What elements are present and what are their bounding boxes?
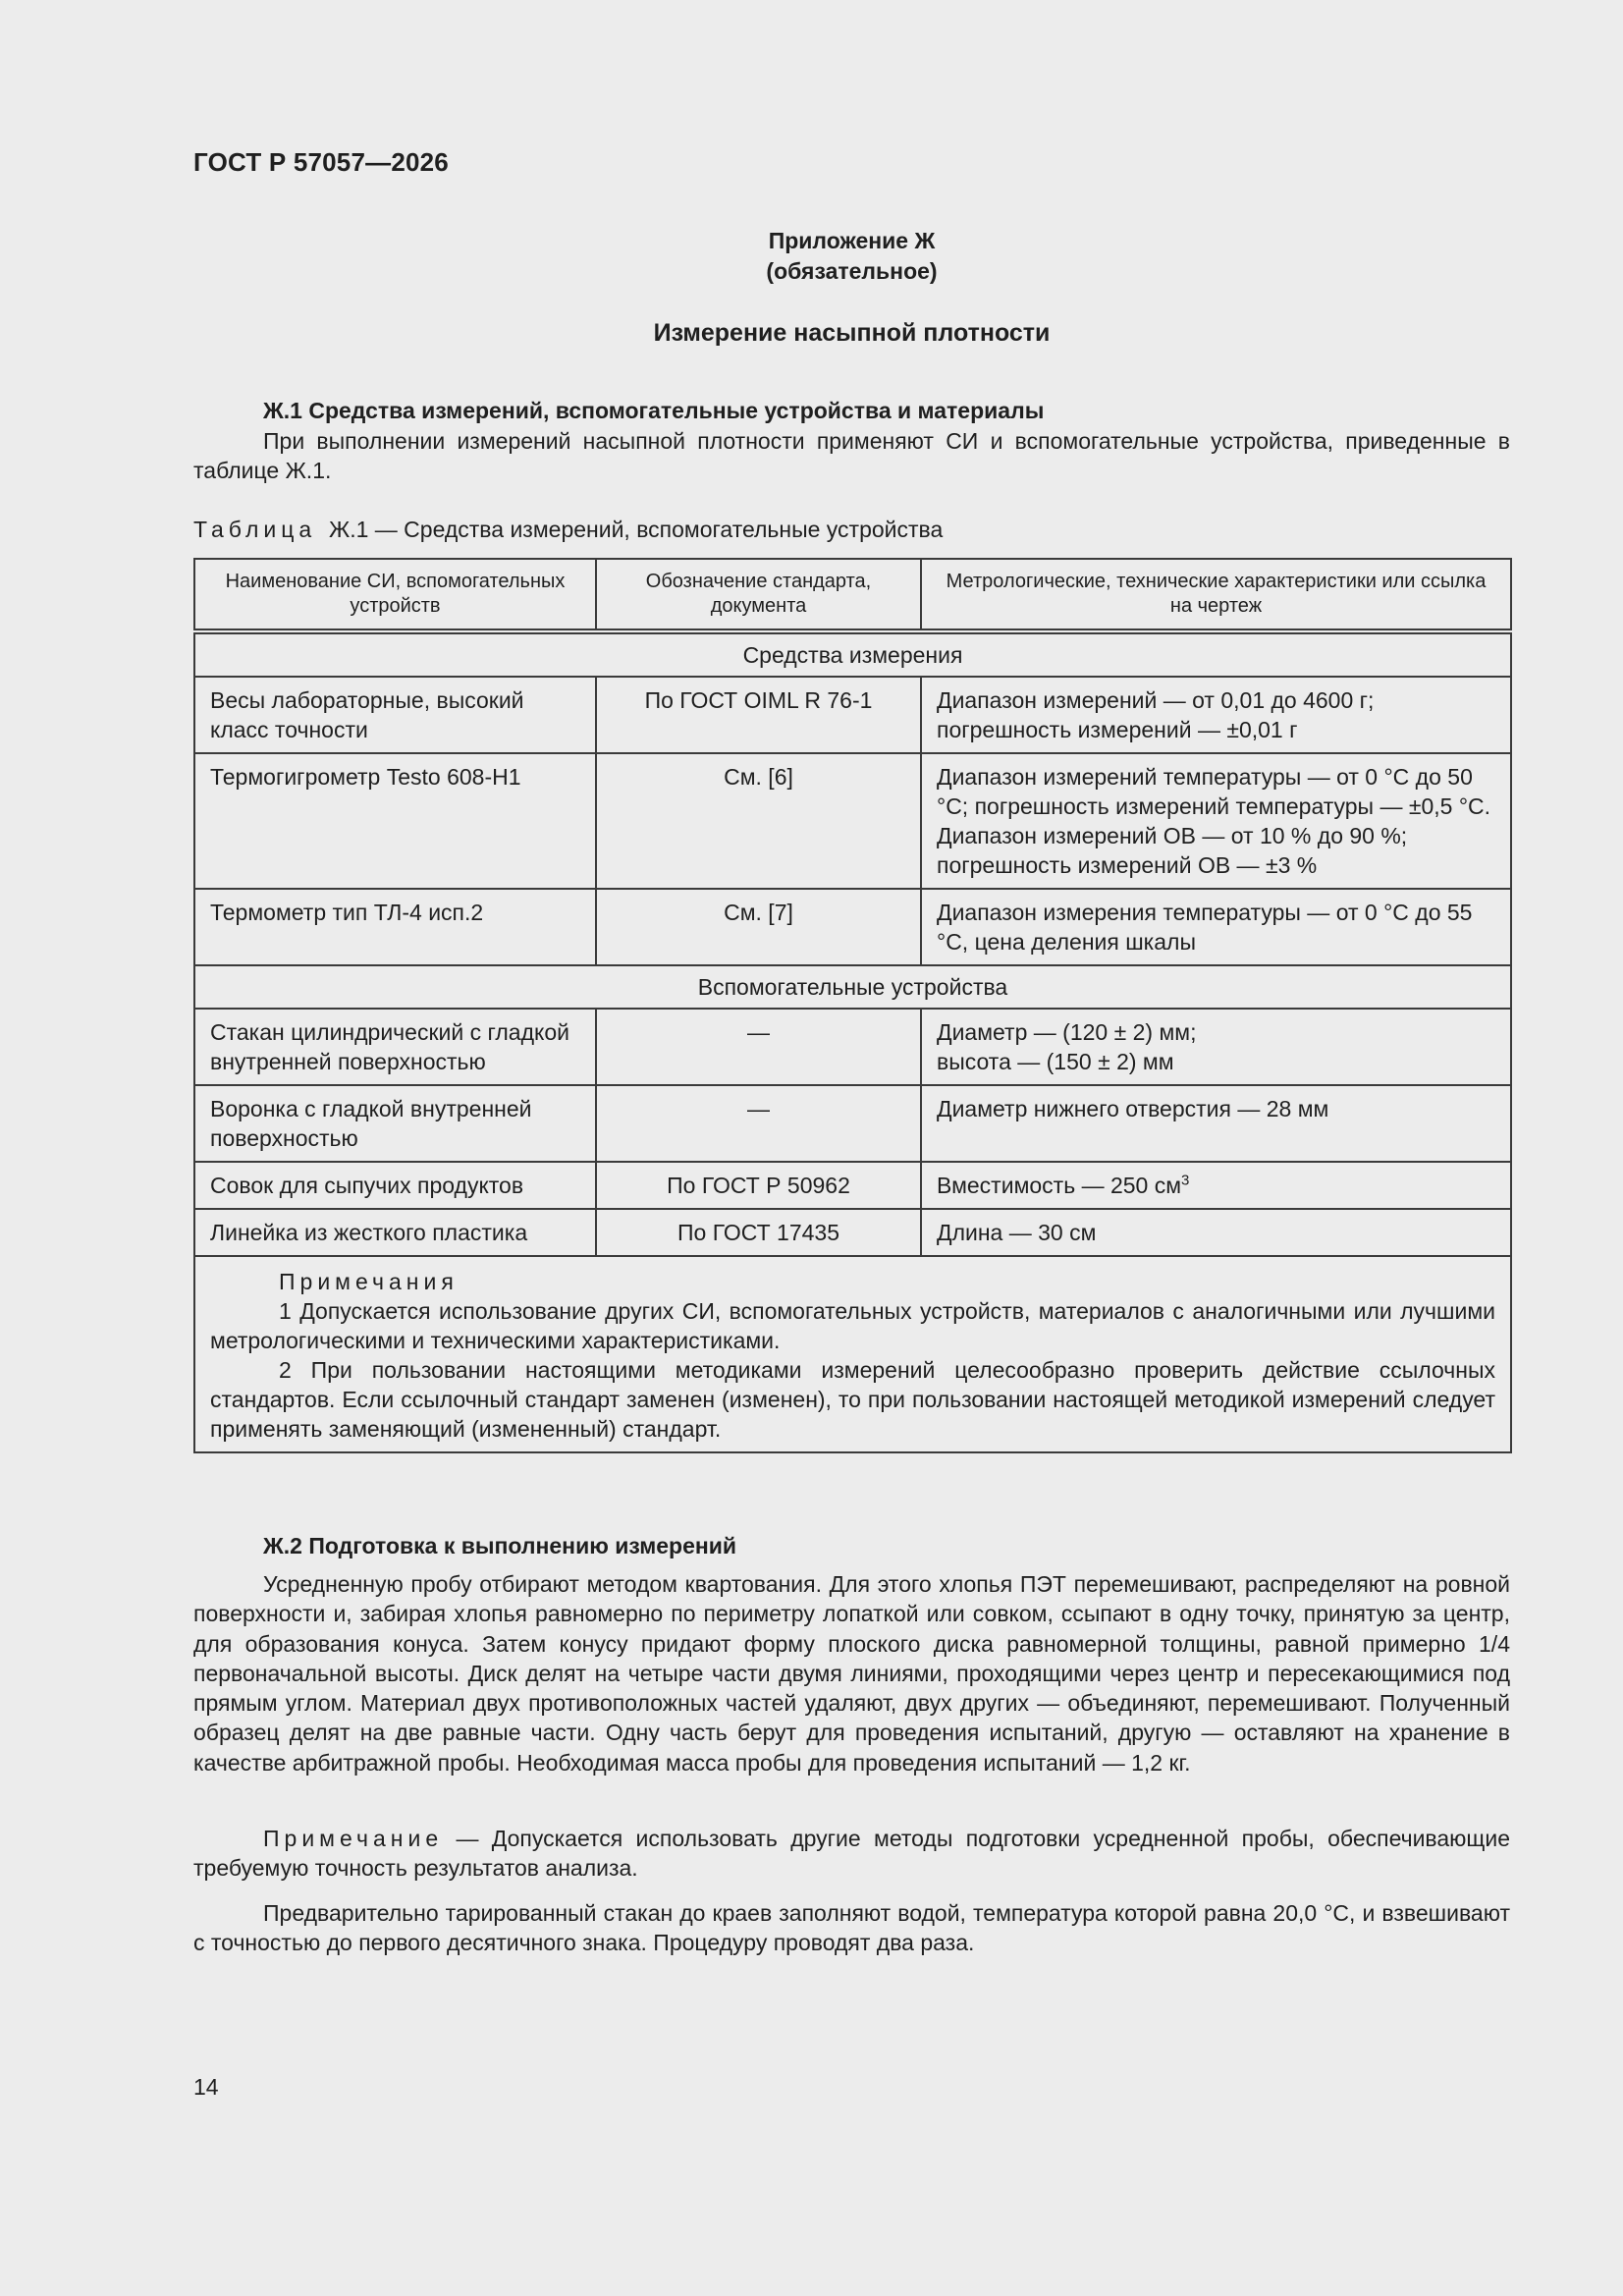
- table-cell-standard: По ГОСТ 17435: [596, 1209, 921, 1256]
- section-1-heading: Ж.1 Средства измерений, вспомогательные устройства и материалы: [263, 398, 1045, 423]
- table-cell-standard: —: [596, 1085, 921, 1162]
- table-notes: [194, 1256, 1511, 1452]
- note-label: Примечание: [263, 1826, 444, 1851]
- table-cell-name: Линейка из жесткого пластика: [194, 1209, 596, 1256]
- section-2-note: [193, 1824, 1510, 1884]
- note-item: 2 При пользовании настоящими методиками измерений целесообразно проверить действие ссылочных стандартов. Если ссылочный стандарт заменен (изменен), то при пользовании настоящей методикой измерений следует применять заменяющий (измененный) стандарт.: [210, 1357, 1495, 1442]
- table-row: [194, 889, 1511, 965]
- spec-text: Вместимость — 250 см: [937, 1173, 1182, 1198]
- notes-title: Примечания: [279, 1269, 459, 1294]
- table-cell-standard: См. [7]: [596, 889, 921, 965]
- table-group-auxiliary: Вспомогательные устройства: [194, 965, 1511, 1009]
- table-group-row: [194, 631, 1511, 677]
- table-cell-name: Совок для сыпучих продуктов: [194, 1162, 596, 1209]
- spec-line: Диапазон измерений ОВ — от 10 % до 90 %; погрешность измерений ОВ — ±3 %: [937, 823, 1408, 878]
- table-caption: [193, 517, 943, 543]
- table-cell-standard: По ГОСТ OIML R 76-1: [596, 677, 921, 753]
- table-row: [194, 753, 1511, 889]
- main-title: Измерение насыпной плотности: [653, 319, 1051, 347]
- table-header-standard: Обозначение стандарта, документа: [596, 559, 921, 631]
- table-cell-standard: По ГОСТ Р 50962: [596, 1162, 921, 1209]
- spec-line: высота — (150 ± 2) мм: [937, 1049, 1174, 1074]
- table-header-row: [194, 559, 1511, 631]
- table-cell-spec: Диаметр нижнего отверстия — 28 мм: [921, 1085, 1511, 1162]
- spec-line: Диаметр — (120 ± 2) мм;: [937, 1019, 1197, 1045]
- table-group-row: [194, 965, 1511, 1009]
- table-caption-word: Таблица: [193, 517, 317, 542]
- note-item: 1 Допускается использование других СИ, вспомогательных устройств, материалов с аналогичными или лучшими метрологическими и техническими характеристиками.: [210, 1298, 1495, 1353]
- table-header-name: Наименование СИ, вспомогательных устройств: [194, 559, 596, 631]
- table-cell-name: Термогигрометр Testo 608-H1: [194, 753, 596, 889]
- appendix-label: Приложение Ж: [768, 228, 936, 253]
- table-cell-spec: Диапазон измерений — от 0,01 до 4600 г; погрешность измерений — ±0,01 г: [921, 677, 1511, 753]
- section-2-paragraph-2: Предварительно тарированный стакан до краев заполняют водой, температура которой равна 20,0 °С, и взвешивают с точностью до первого десятичного знака. Процедуру проводят два раза.: [193, 1900, 1510, 1956]
- page-number: 14: [193, 2074, 219, 2100]
- table-row: [194, 1162, 1511, 1209]
- table-header-spec: Метрологические, технические характеристики или ссылка на чертеж: [921, 559, 1511, 631]
- table-cell-name: Весы лабораторные, высокий класс точности: [194, 677, 596, 753]
- section-1-intro: При выполнении измерений насыпной плотности применяют СИ и вспомогательные устройства, приведенные в таблице Ж.1.: [193, 428, 1510, 484]
- section-2-heading: Ж.2 Подготовка к выполнению измерений: [263, 1533, 737, 1558]
- table-caption-text: Ж.1 — Средства измерений, вспомогательные устройства: [328, 517, 944, 542]
- table-row: [194, 1009, 1511, 1085]
- table-cell-spec: Диапазон измерения температуры — от 0 °С до 55 °С, цена деления шкалы: [921, 889, 1511, 965]
- table-row: [194, 1209, 1511, 1256]
- spec-superscript: 3: [1181, 1172, 1190, 1189]
- note-text: — Допускается использовать другие методы подготовки усредненной пробы, обеспечивающие требуемую точность результатов анализа.: [193, 1826, 1510, 1882]
- table-group-measuring: Средства измерения: [194, 631, 1511, 677]
- spec-line: Диапазон измерений температуры — от 0 °С до 50 °С; погрешность измерений температуры — ±0,5 °С.: [937, 764, 1491, 819]
- table-cell-name: Стакан цилиндрический с гладкой внутренней поверхностью: [194, 1009, 596, 1085]
- table-cell-spec: [921, 1009, 1511, 1085]
- table-row: [194, 1085, 1511, 1162]
- table-cell-spec: Длина — 30 см: [921, 1209, 1511, 1256]
- table-notes-row: [194, 1256, 1511, 1452]
- instruments-table: [193, 558, 1512, 1453]
- table-cell-standard: См. [6]: [596, 753, 921, 889]
- table-cell-name: Воронка с гладкой внутренней поверхностью: [194, 1085, 596, 1162]
- table-cell-spec: [921, 1162, 1511, 1209]
- appendix-title: [193, 226, 1510, 287]
- table-row: [194, 677, 1511, 753]
- table-cell-spec: [921, 753, 1511, 889]
- appendix-status: (обязательное): [766, 258, 938, 284]
- table-cell-name: Термометр тип ТЛ-4 исп.2: [194, 889, 596, 965]
- table-cell-standard: —: [596, 1009, 921, 1085]
- document-id: ГОСТ Р 57057—2026: [193, 147, 449, 177]
- section-2-paragraph-1: Усредненную пробу отбирают методом квартования. Для этого хлопья ПЭТ перемешивают, распределяют на ровной поверхности и, забирая хлопья равномерно по периметру лопаткой или совком, ссыпают в одну точку, принятую за центр, для образования конуса. Затем конусу придают форму плоского диска равномерной толщины, равной примерно 1/4 первоначальной высоты. Диск делят на четыре части двумя линиями, проходящими через центр и пересекающимися под прямым углом. Материал двух противоположных частей удаляют, двух других — объединяют, перемешивают. Полученный образец делят на две равные части. Одну часть берут для проведения испытаний, другую — оставляют на хранение в качестве арбитражной пробы. Необходимая масса пробы для проведения испытаний — 1,2 кг.: [193, 1571, 1510, 1776]
